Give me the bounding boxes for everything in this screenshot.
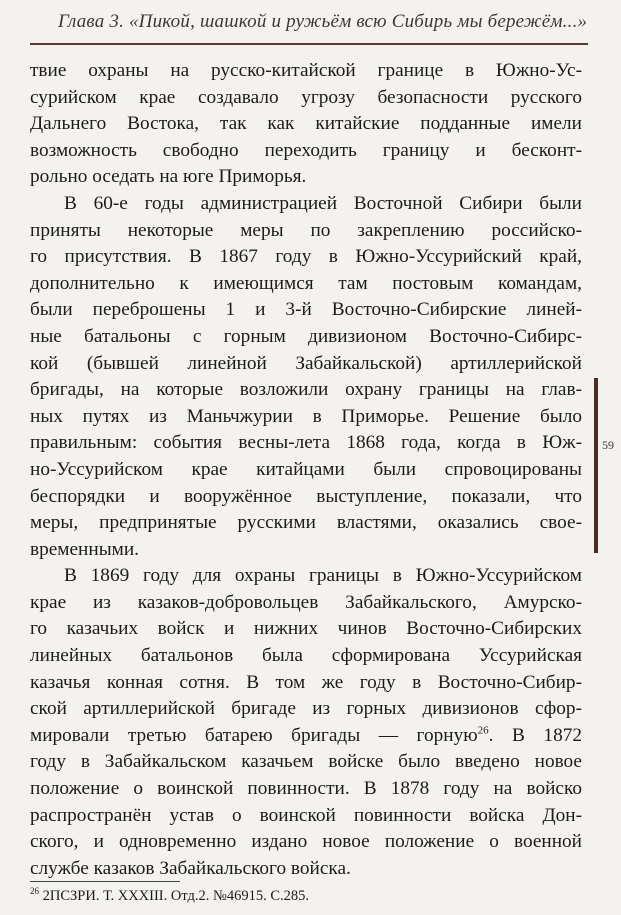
footnote-text: 2ПСЗРИ. Т. XXXIII. Отд.2. №46915. С.285. (39, 888, 309, 904)
text-line: меры, предпринятые русскими властями, оказались свое- (30, 512, 582, 534)
text-line: были переброшены 1 и 3-й Восточно-Сибирские линей- (30, 299, 582, 321)
header-rule (30, 43, 588, 45)
text-line: но-Уссурийском крае китайцами были спровоцированы (30, 458, 582, 480)
text-line: го казачьих войск и нижних чинов Восточно-Сибирских (30, 618, 582, 640)
paragraph-1 (30, 58, 582, 191)
text-line: ской артиллерийской бригаде из горных дивизионов сфор- (30, 698, 582, 720)
text-line: казачья конная сотня. В том же году в Восточно-Сибир- (30, 671, 582, 693)
footnote (30, 886, 309, 906)
text-line: крае из казаков-добровольцев Забайкальского, Амурско- (30, 591, 582, 613)
text-line: положение о воинской повинности. В 1878 году на войско (30, 778, 582, 800)
text-line: рольно оседать на юге Приморья. (30, 166, 307, 188)
text-line: беспорядки и вооружённое выступление, показали, что (30, 485, 582, 507)
footnote-rule (30, 881, 180, 882)
text-line: го присутствия. В 1867 году в Южно-Уссурийский край, (30, 246, 582, 268)
text-line: распространён устав о воинской повинности войска Дон- (30, 804, 582, 826)
page-number: 59 (602, 438, 614, 452)
text-line: дополнительно к имеющимся там постовым командам, (30, 272, 582, 294)
text-line: В 1869 году для охраны границы в Южно-Уссурийском (64, 565, 582, 587)
text-line: линейных батальонов была сформирована Уссурийская (30, 645, 582, 667)
text-line: кой (бывшей линейной Забайкальской) артиллерийской (30, 352, 582, 374)
paragraph-2 (30, 191, 582, 563)
running-head: Глава 3. «Пикой, шашкой и ружьём всю Сибирь мы бережём...» (58, 11, 588, 32)
text-line: ные батальоны с горным дивизионом Восточно-Сибирс- (30, 325, 582, 347)
text-line: ных путях из Маньчжурии в Приморье. Решение было (30, 405, 582, 427)
paragraph-3 (30, 563, 582, 882)
text-line: правильным: события весны-лета 1868 года, когда в Юж- (30, 432, 582, 454)
footnote-marker: 26 (30, 886, 39, 897)
text-line: В 60-е годы администрацией Восточной Сибири были (64, 192, 582, 214)
text-fragment: мировали третью батарею бригады — горную (30, 724, 478, 746)
text-line: Дальнего Востока, так как китайские подданные имели (30, 113, 582, 135)
text-line: году в Забайкальском казачьем войске было введено новое (30, 751, 582, 773)
text-line: службе казаков Забайкальского войска. (30, 857, 351, 879)
footnote-reference: 26 (477, 724, 489, 737)
text-line-with-footnote (30, 723, 582, 750)
body-text (30, 58, 582, 882)
text-line: твие охраны на русско-китайской границе в Южно-Ус- (30, 60, 582, 81)
text-line: возможность свободно переходить границу и бесконт- (30, 139, 582, 161)
text-line: временными. (30, 538, 139, 560)
text-line: сурийском крае создавало угрозу безопасности русского (30, 86, 582, 108)
text-line: приняты некоторые меры по закреплению российско- (30, 219, 582, 241)
margin-bar (594, 378, 598, 553)
text-fragment: . В 1872 (488, 724, 582, 746)
text-line: бригады, на которые возложили охрану границы на глав- (30, 379, 582, 401)
text-line: ского, и одновременно издано новое положение о военной (30, 831, 582, 853)
